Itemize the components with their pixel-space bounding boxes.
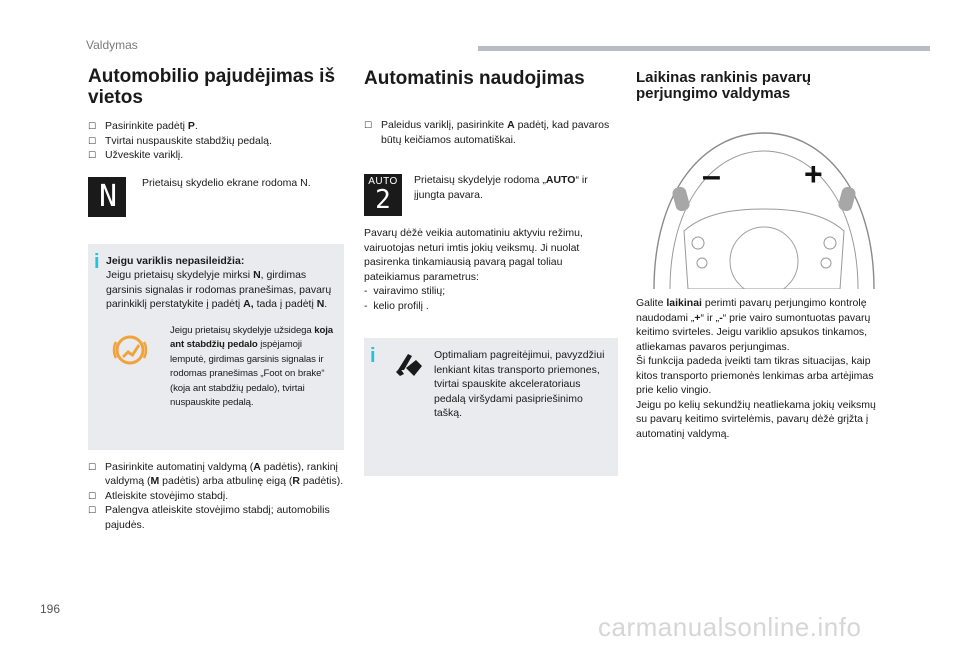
brake-note-text: Jeigu prietaisų skydelyje užsidega koja ant stabdžių pedalo įspėjamoji lemputė, girdimas garsinis signalas ir rodomas pranešimas „Foot on brake“ (koja ant stabdžių pedalo), tvirtai nuspauskite pedalą. (170, 324, 334, 408)
display-text: Prietaisų skydelio ekrane rodoma N. (142, 176, 311, 189)
auto-step-list (364, 118, 618, 147)
brake-note-row (106, 324, 334, 411)
list-item: ☐ Atleiskite stovėjimo stabdį. (88, 489, 344, 504)
list-item: ☐ Tvirtai nuspauskite stabdžių pedalą. (88, 134, 344, 149)
gear-display-row (88, 177, 344, 217)
steering-wheel-image (644, 121, 884, 289)
list-item: - kelio profilį . (364, 299, 429, 312)
manual-text: Galite laikinai perimti pavarų perjungimo kontrolę naudodami „+“ ir „-“ prie vairo sumontuotas pavarų keitimo svirteles. Jeigu variklio apsukos tinkamos, atliekamas pavaros perjungimas. Ši funkcija padeda įveikti tam tikras situacijas, kaip kitos transporto priemonės lenkimas arba artėjimas prie kelio vingio. Jeigu po kelių sekundžių neatliekama jokių veiksmų su pavarų keitimo svirtelėmis, pavarų dėžė grįžta į automatinį valdymą. (636, 297, 876, 440)
start-steps-list (88, 119, 344, 163)
watermark: carmanualsonline.info (598, 612, 862, 642)
drive-steps-list (88, 460, 344, 533)
parameter-list (364, 284, 618, 313)
steering-wheel-illustration (644, 121, 884, 289)
gear-auto-display-icon: AUTO 2 (364, 174, 402, 216)
gear-n-display-icon: N (88, 177, 126, 217)
plus-paddle-label: + (804, 156, 823, 192)
section-label: Valdymas (86, 38, 138, 52)
section-title-manual: Laikinas rankinis pavarų perjungimo valdymas (636, 69, 812, 102)
pedal-icon (394, 348, 426, 378)
header-bar (478, 46, 930, 51)
minus-paddle-label: – (702, 157, 721, 195)
info-icon: i (370, 345, 376, 367)
section-title-automatic: Automatinis naudojimas (364, 68, 585, 89)
auto-body-text: Pavarų dėžė veikia automatiniu aktyviu režimu, vairuotojas neturi imtis jokių veiksmų. Ji nuolat pasirenka tinkamiausią pavarą pagal toliau pateikiamus parametrus: (364, 227, 583, 283)
tip-box (364, 338, 618, 476)
column-manual-control (636, 66, 882, 102)
warning-box (88, 244, 344, 450)
list-item: ☐ Pasirinkite automatinį valdymą (A padėtis), rankinį valdymą (M padėtis) arba atbulinę eigą (R padėtis). (88, 460, 344, 489)
list-item: ☐ Paleidus variklį, pasirinkite A padėtį, kad pavaros būtų keičiamos automatiškai. (364, 118, 618, 147)
auto-display-text: Prietaisų skydelyje rodoma „AUTO“ ir įjungta pavara. (414, 174, 588, 201)
page-number: 196 (40, 602, 61, 616)
list-item: ☐ Užveskite variklį. (88, 148, 344, 163)
info-icon: i (94, 250, 100, 273)
warning-text: Jeigu variklis nepasileidžia: Jeigu prietaisų skydelyje mirksi N, girdimas garsinis signalas ir rodomas pranešimas, pavarų parinkiklį perstatykite į padėtį A, tada į padėtį N. (106, 254, 332, 310)
auto-display-row (364, 174, 618, 216)
foot-on-brake-warning-icon (110, 330, 150, 370)
list-item: ☐ Pasirinkite padėtį P. (88, 119, 344, 134)
column-driving-off (88, 66, 344, 532)
list-item: - vairavimo stilių; (364, 285, 446, 297)
section-title-driving-off: Automobilio pajudėjimas iš vietos (88, 66, 336, 108)
list-item: ☐ Palengva atleiskite stovėjimo stabdį; automobilis pajudės. (88, 503, 344, 532)
column-automatic-operation (364, 66, 618, 476)
tip-text: Optimaliam pagreitėjimui, pavyzdžiui lenkiant kitas transporto priemones, tvirtai spauskite akceleratoriaus pedalą viršydami pasipriešinimo tašką. (434, 349, 605, 419)
